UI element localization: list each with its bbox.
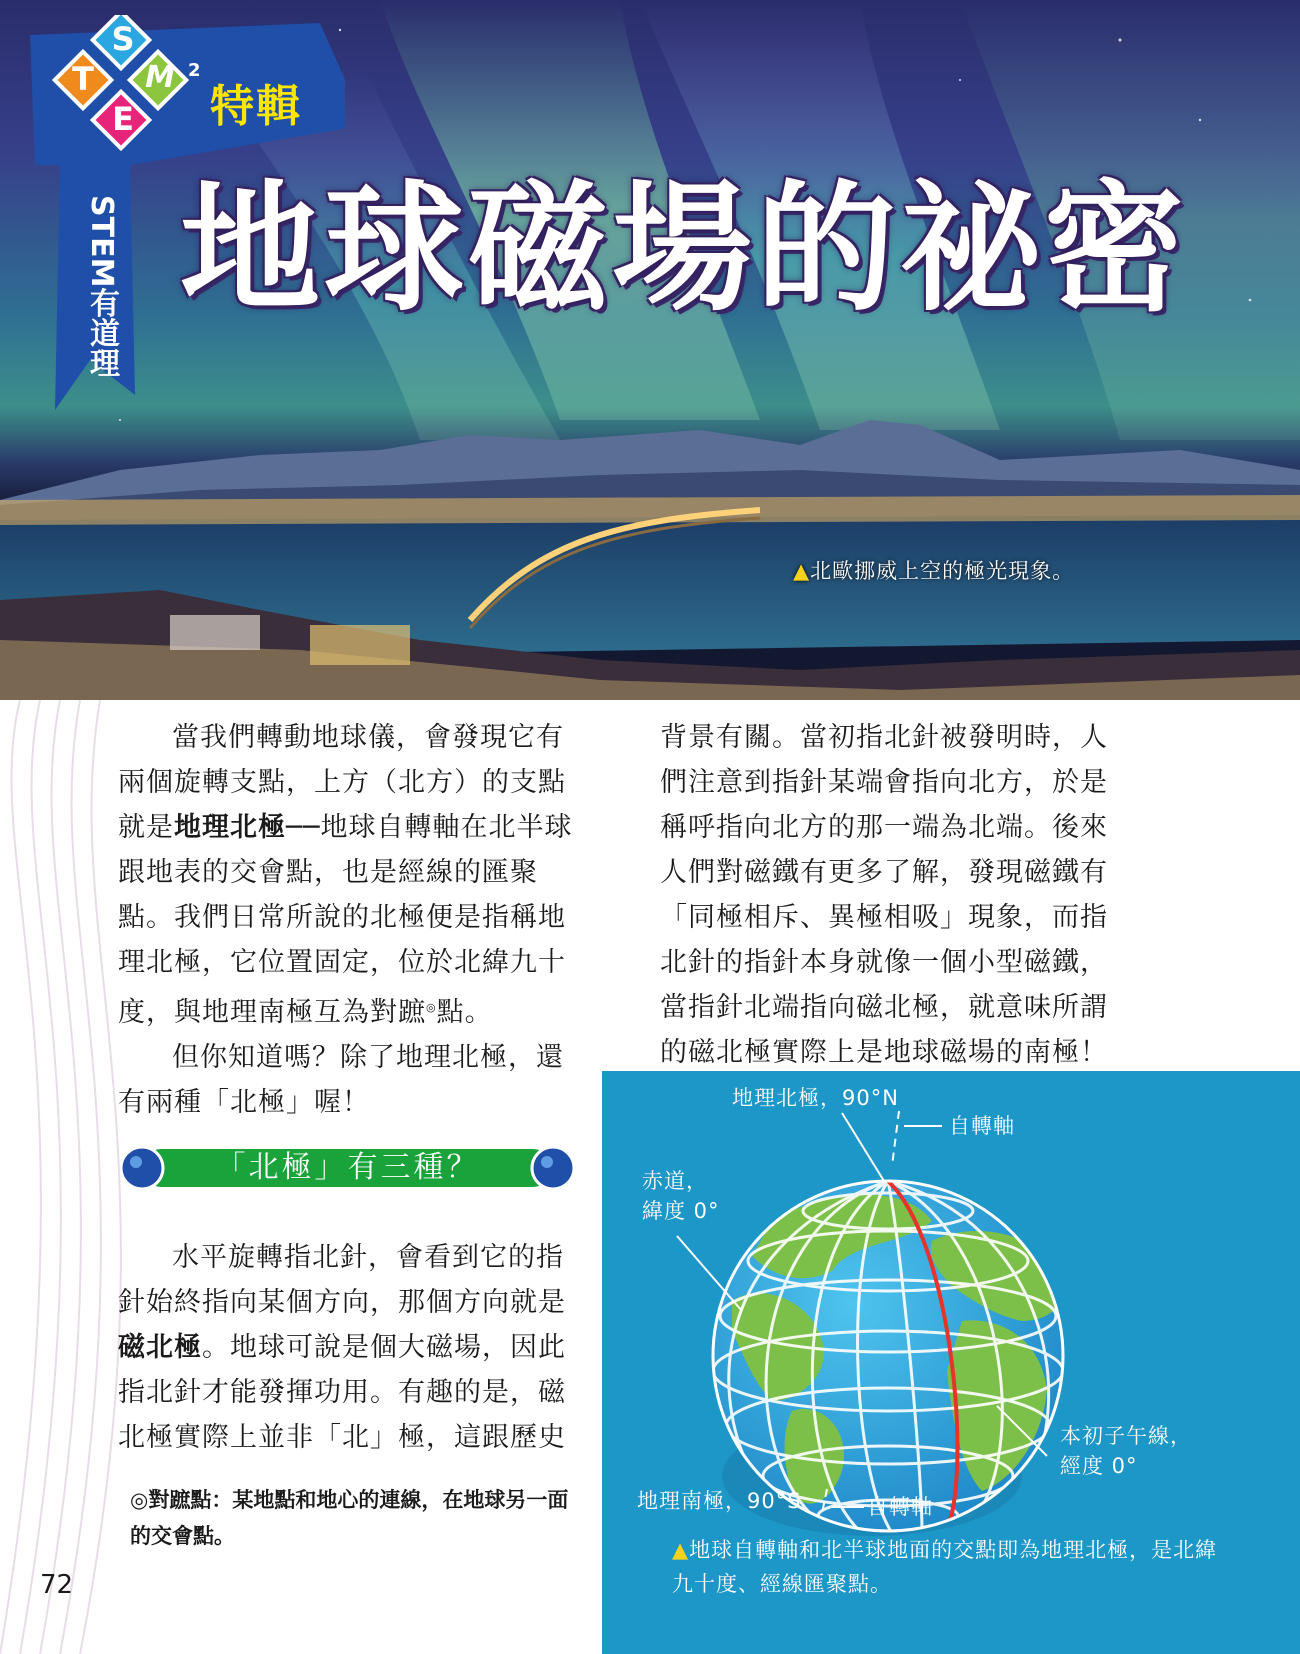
page-number: 72 [40,1570,74,1600]
photo-caption-text: 北歐挪威上空的極光現象。 [810,559,1075,583]
paragraph-magnetic-rest: 。地球可說是個大磁場，因此指北針才能發揮功用。有趣的是，磁北極實際上並非「北」極，這跟歷史 [118,1332,566,1453]
label-prime-meridian-line1: 本初子午線， [1060,1424,1192,1448]
paragraph-question: 但你知道嗎？除了地理北極，還有兩種「北極」喔！ [118,1042,564,1118]
logo-letter-t: T [72,60,94,98]
paragraph-intro [118,715,578,1035]
caption-triangle-icon: ▲ [793,559,811,583]
label-geographic-north-pole: 地理北極，90°N [732,1086,899,1110]
footnote-reference-icon: ◎ [426,1001,437,1014]
label-equator-line2: 緯度 0° [642,1199,720,1223]
figure-caption [672,1533,1232,1601]
paragraph-magnetic-text: 水平旋轉指北針，會看到它的指針始終指向某個方向，那個方向就是 [118,1242,566,1318]
logo-superscript: 2 [188,60,201,81]
figure-caption-text: 地球自轉軸和北半球地面的交點即為地理北極，是北緯九十度、經線匯聚點。 [672,1538,1218,1596]
hero-aurora-photo [0,0,1300,700]
footnote-term: 對蹠點： [148,1488,233,1512]
paragraph-magnetic-north [118,1235,578,1460]
left-column [118,715,578,1125]
paragraph-intro-rest: ──地球自轉軸在北半球跟地表的交會點，也是經線的匯聚點。我們日常所說的北極便是指稱地理北極，它位置固定，位於北緯九十度，與地理南極互為對蹠 [118,812,573,1028]
logo-letter-e: E [112,100,134,138]
logo-letter-m: M [145,60,175,95]
page-title: 地球磁場的祕密 [180,168,1189,331]
footnote-marker-icon: ◎ [130,1488,149,1512]
label-rotation-axis-bottom: 自轉軸 [867,1495,933,1519]
label-rotation-axis-top: 自轉軸 [949,1114,1015,1138]
paragraph-intro-end: 點。 [436,997,493,1028]
paragraph-history: 背景有關。當初指北針被發明時，人們注意到指針某端會指向北方，於是稱呼指向北方的那一端為北端。後來人們對磁鐵有更多了解，發現磁鐵有「同極相斥、異極相吸」現象，而指北針的指針本身就像一個小型磁鐵，當指針北端指向磁北極，就意味所謂的磁北極實際上是地球磁場的南極！ [660,722,1108,1068]
feature-label: 特輯 [210,81,302,132]
right-column [660,715,1122,1075]
paragraph-intro-text: 當我們轉動地球儀，會發現它有兩個旋轉支點，上方（北方）的支點就是 [118,722,566,843]
footnote-text: 某地點和地心的連線，在地球另一面的交會點。 [130,1488,569,1548]
caption-triangle-icon: ▲ [672,1538,690,1562]
term-geographic-north-pole: 地理北極 [174,812,286,843]
label-prime-meridian-line2: 經度 0° [1060,1454,1138,1478]
label-equator-line1: 赤道， [642,1169,708,1193]
section-heading [120,1143,575,1193]
label-geographic-south-pole: 地理南極，90°S [637,1489,802,1513]
photo-caption [793,555,1074,585]
footnote [130,1482,580,1554]
globe-figure [602,1071,1300,1654]
term-magnetic-north-pole: 磁北極 [118,1332,202,1363]
logo-letter-s: S [111,20,135,58]
column-label: STEM有道理 [84,195,119,378]
left-column-lower [118,1235,578,1460]
section-heading-text: 「北極」有三種？ [215,1150,480,1185]
